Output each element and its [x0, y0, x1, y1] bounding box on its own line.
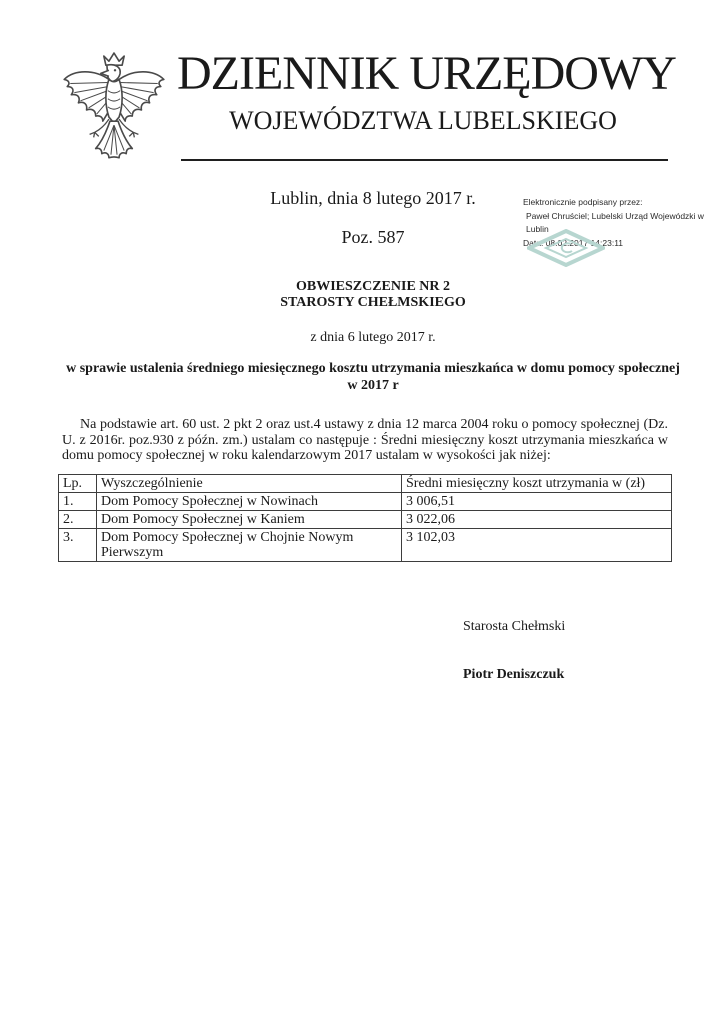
cell-lp: 1. [59, 493, 97, 511]
signer-role: Starosta Chełmski [463, 619, 566, 634]
notice-subject-line1: w sprawie ustalenia średniego miesięcznego kosztu utrzymania mieszkańca w domu pomocy społecznej [66, 361, 680, 376]
cell-name: Dom Pomocy Społecznej w Chojnie Nowym Pierwszym [97, 529, 402, 562]
esignature-date: Data: 08.02.2017 14:23:11 [523, 237, 624, 248]
cell-lp: 2. [59, 511, 97, 529]
notice-title-line1: OBWIESZCZENIE NR 2 [295, 279, 451, 294]
signer-name: Piotr Deniszczuk [463, 667, 565, 682]
table-row [59, 511, 672, 529]
esignature-diamond-icon [527, 229, 605, 267]
notice-title-line2: STAROSTY CHEŁMSKIEGO [280, 295, 466, 310]
table-row [59, 493, 672, 511]
col-header-cost: Średni miesięczny koszt utrzymania w (zł) [402, 475, 672, 493]
cell-cost: 3 006,51 [402, 493, 672, 511]
col-header-name: Wyszczególnienie [97, 475, 402, 493]
notice-subject [60, 361, 686, 394]
esignature-line1: Elektronicznie podpisany przez: [523, 197, 643, 207]
gazette-subtitle: WOJEWÓDZTWA LUBELSKIEGO [229, 106, 617, 135]
cell-cost: 3 022,06 [402, 511, 672, 529]
cell-name: Dom Pomocy Społecznej w Nowinach [97, 493, 402, 511]
polish-eagle-emblem-icon [58, 52, 170, 174]
notice-date: z dnia 6 lutego 2017 r. [310, 330, 436, 345]
col-header-lp: Lp. [59, 475, 97, 493]
notice-body: Na podstawie art. 60 ust. 2 pkt 2 oraz ust.4 ustawy z dnia 12 marca 2004 roku o pomocy społecznej (Dz. U. z 2016r. poz.930 z późn. zm.) ustalam co następuje : Średni miesięczny koszt utrzymania mieszkańca w domu pomocy społecznej w roku kalendarzowym 2017 ustalam w wysokości jak niżej: [62, 417, 668, 464]
cell-cost: 3 102,03 [402, 529, 672, 562]
masthead [177, 46, 676, 136]
header-rule [181, 159, 668, 161]
esignature-signer: Paweł Chruściel; Lubelski Urząd Wojewódzki w Lublin [526, 210, 704, 234]
notice-title [60, 279, 686, 311]
notice-subject-line2: w 2017 r [347, 377, 399, 393]
gazette-title: DZIENNIK URZĘDOWY [177, 47, 676, 100]
table-header-row [59, 475, 672, 493]
place-date: Lublin, dnia 8 lutego 2017 r. [270, 188, 476, 208]
cell-lp: 3. [59, 529, 97, 562]
position-number: Poz. 587 [341, 227, 405, 247]
cost-table [58, 474, 672, 562]
table-row [59, 529, 672, 562]
cell-name: Dom Pomocy Społecznej w Kaniem [97, 511, 402, 529]
